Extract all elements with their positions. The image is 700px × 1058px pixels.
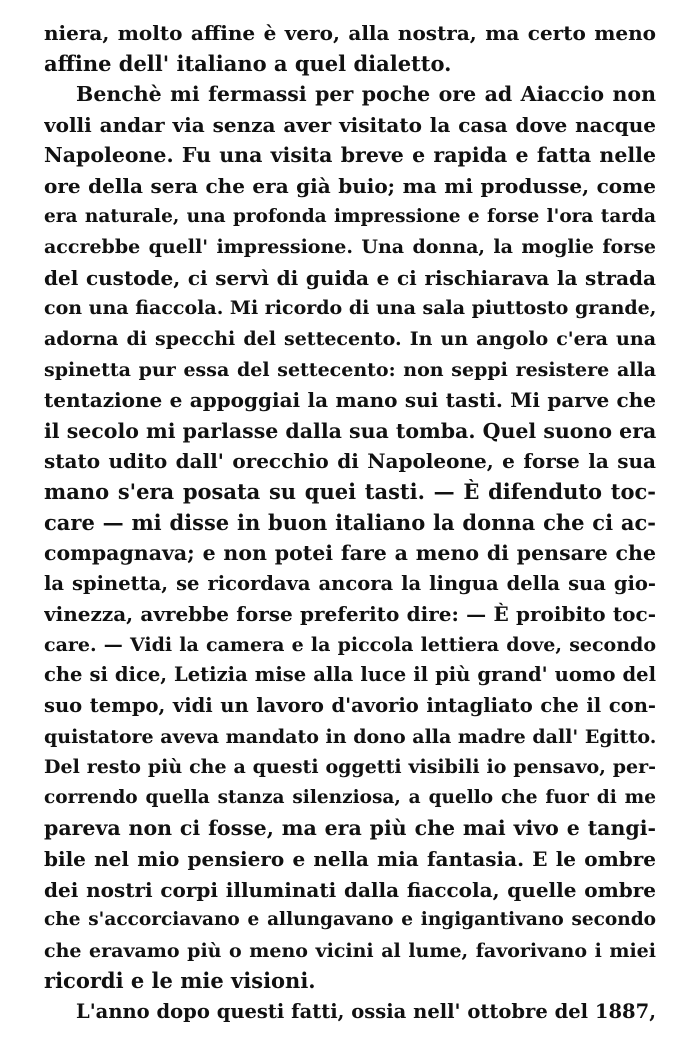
text-line: accrebbe quell' impressione. Una donna, la moglie forse bbox=[44, 236, 656, 259]
text-line: con una fiaccola. Mi ricordo di una sala piuttosto grande, bbox=[44, 297, 656, 320]
text-line: mano s'era posata su quei tasti. — È difenduto toc- bbox=[44, 478, 656, 504]
text-line: Napoleone. Fu una visita breve e rapida e fatta nelle bbox=[44, 143, 656, 168]
text-line: Benchè mi fermassi per poche ore ad Aiaccio non bbox=[76, 82, 656, 107]
text-page bbox=[44, 18, 656, 1028]
text-line: care. — Vidi la camera e la piccola lettiera dove, secondo bbox=[44, 633, 656, 656]
text-line: L'anno dopo questi fatti, ossia nell' ottobre del 1887, bbox=[76, 1000, 656, 1023]
text-line: correndo quella stanza silenziosa, a quello che fuor di me bbox=[44, 786, 656, 808]
text-line: era naturale, una profonda impressione e forse l'ora tarda bbox=[44, 205, 656, 227]
text-line: vinezza, avrebbe forse preferito dire: — È proibito toc- bbox=[44, 602, 656, 627]
text-line: pareva non ci fosse, ma era più che mai vivo e tangi- bbox=[44, 816, 656, 841]
text-line: bile nel mio pensiero e nella mia fantasia. E le ombre bbox=[44, 847, 656, 872]
text-line: adorna di specchi del settecento. In un angolo c'era una bbox=[44, 327, 656, 350]
text-line: il secolo mi parlasse dalla sua tomba. Quel suono era bbox=[44, 418, 656, 443]
text-line: la spinetta, se ricordava ancora la lingua della sua gio- bbox=[44, 571, 656, 595]
text-line: care — mi disse in buon italiano la donna che ci ac- bbox=[44, 509, 656, 535]
text-line: stato udito dall' orecchio di Napoleone, e forse la sua bbox=[44, 449, 656, 474]
text-line: che s'accorciavano e allungavano e ingigantivano secondo bbox=[44, 909, 656, 931]
text-line: ore della sera che era già buio; ma mi produsse, come bbox=[44, 173, 656, 198]
text-line: che eravamo più o meno vicini al lume, favorivano i miei bbox=[44, 939, 656, 962]
text-line: spinetta pur essa del settecento: non seppi resistere alla bbox=[44, 358, 656, 381]
text-line: suo tempo, vidi un lavoro d'avorio intagliato che il con- bbox=[44, 694, 656, 718]
text-line: niera, molto affine è vero, alla nostra, ma certo meno bbox=[44, 21, 656, 45]
text-line: tentazione e appoggiai la mano sui tasti. Mi parve che bbox=[44, 388, 656, 413]
text-line: ricordi e le mie visioni. bbox=[44, 968, 316, 994]
text-line: quistatore aveva mandato in dono alla madre dall' Egitto. bbox=[44, 725, 656, 748]
text-line: dei nostri corpi illuminati dalla fiaccola, quelle ombre bbox=[44, 877, 656, 902]
text-line: che si dice, Letizia mise alla luce il più grand' uomo del bbox=[44, 663, 656, 687]
text-line: del custode, ci servì di guida e ci rischiarava la strada bbox=[44, 265, 656, 290]
text-line: volli andar via senza aver visitato la casa dove nacque bbox=[44, 112, 656, 137]
text-line: affine dell' italiano a quel dialetto. bbox=[44, 50, 452, 76]
text-line: Del resto più che a questi oggetti visibili io pensavo, per- bbox=[44, 756, 656, 779]
text-line: compagnava; e non potei fare a meno di pensare che bbox=[44, 541, 656, 566]
